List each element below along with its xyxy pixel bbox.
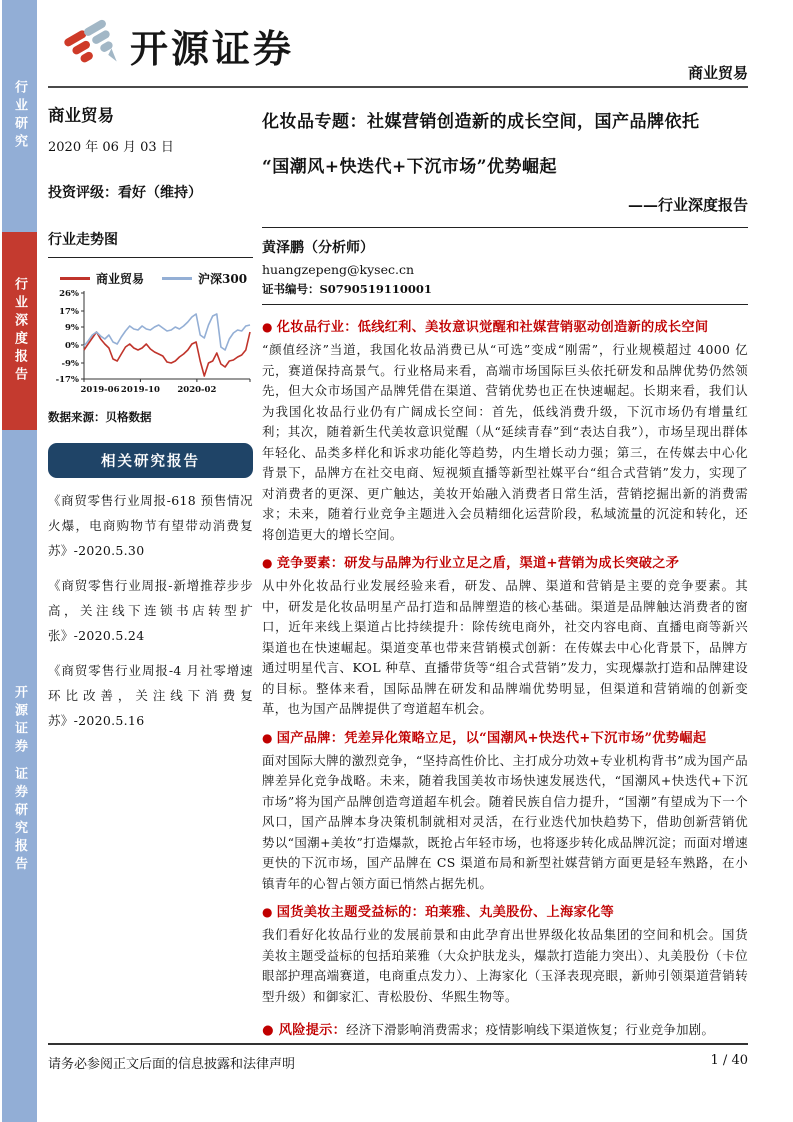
analyst-cert-number: 证书编号：S0790519110001 [262, 282, 432, 296]
svg-text:2019-10: 2019-10 [120, 385, 160, 395]
summary-section [262, 317, 748, 545]
legend-label-industry: 商业贸易 [96, 272, 145, 286]
report-title [262, 100, 748, 190]
report-title-line1: 化妆品专题：社媒营销创造新的成长空间，国产品牌依托 [262, 112, 700, 132]
svg-text:-9%: -9% [61, 359, 79, 369]
chart-title: 行业走势图 [48, 229, 253, 258]
svg-text:-17%: -17% [55, 375, 79, 385]
analyst-name: 黄泽鹏（分析师） [262, 240, 374, 256]
related-report-item: 《商贸零售行业周报-618 预售情况火爆，电商购物节有望带动消费复苏》-2020.5.30 [48, 493, 253, 558]
chart-legend [60, 270, 253, 287]
risk-section [262, 1019, 748, 1041]
bullet-icon: ● [262, 556, 273, 570]
summary-section [262, 902, 748, 1007]
related-report-item: 《商贸零售行业周报-新增推荐步步高，关注线下连锁书店转型扩张》-2020.5.24 [48, 578, 253, 643]
sidebar-band-industry-research [2, 0, 37, 232]
legend-line-blue [162, 277, 192, 280]
related-reports-header: 相关研究报告 [48, 443, 253, 478]
logo-ribbon-icon [64, 16, 120, 74]
left-sidebar [2, 0, 37, 1122]
legend-item-hs300 [162, 270, 247, 287]
section-body: 从中外化妆品行业发展经验来看，研发、品牌、渠道和营销是主要的竞争要素。其中，研发是化妆品明星产品打造和品牌塑造的核心基础。渠道是品牌触达消费者的窗口，近年来线上渠道占比持续提升：除传统电商外，社交内容电商、直播电商等新兴渠道也在快速崛起。渠道变革也带来营销模式创新：在传媒去中心化背景下，品牌方通过明星代言、KOL 种草、直播带货等“组合式营销”发力，实现爆款打造和品牌建设的目标。整体来看，国际品牌在研发和品牌端优势明显，但渠道和营销端的创新变革，也为国产品牌提供了弯道超车机会。 [262, 578, 748, 716]
sidebar-label-company: 开源证券 证券研究报告 [12, 685, 27, 875]
legend-item-industry [60, 270, 144, 287]
bullet-icon: ● [262, 1023, 274, 1038]
investment-rating: 投资评级：看好（维持） [48, 185, 202, 201]
page-header [48, 0, 748, 88]
industry-name: 商业贸易 [48, 106, 114, 125]
section-heading: ● 竞争要素：研发与品牌为行业立足之盾，渠道+营销为成长突破之矛 [262, 556, 680, 571]
bullet-icon: ● [262, 905, 273, 919]
svg-text:9%: 9% [65, 323, 79, 333]
related-reports-list [48, 488, 253, 733]
bullet-icon: ● [262, 730, 273, 745]
section-body: “颜值经济”当道，我国化妆品消费已从“可选”变成“刚需”，行业规模超过 4000 亿元，赛道保持高景气。行业格局来看，高端市场国际巨头依托研发和品牌优势仍然领先，但大众市场国产品牌凭借在渠道、营销优势也正在快速崛起。长期来看，我们认为我国化妆品行业仍有广阔成长空间：首先，低线消费升级，下沉市场仍有增量红利；其次，随着新生代美妆意识觉醒（从“延续青春”到“表达自我”），市场呈现出群体年轻化、品类多样化和诉求功能化等趋势，内生增长动力强；第三，在传媒去中心化背景下，品牌方在社交电商、短视频直播等新型社媒平台“组合式营销”发力，实现了对消费者的更深、更广触达，美妆开始融入消费者日常生活，营销挖掘出新的消费需求；未来，随着行业竞争主题进入会员精细化运营阶段，私域流量的沉淀和转化，还将创造更大的增长空间。 [262, 342, 748, 542]
svg-text:2020-02: 2020-02 [177, 385, 217, 395]
info-column [48, 102, 253, 733]
risk-body: 经济下滑影响消费需求；疫情影响线下渠道恢复；行业竞争加剧。 [346, 1022, 715, 1037]
industry-tag: 商业贸易 [687, 64, 748, 82]
sidebar-label-deep-report: 行业深度报告 [12, 277, 27, 385]
page-footer [48, 1043, 748, 1072]
analyst-email: huangzepeng@kysec.cn [262, 262, 415, 277]
svg-text:2019-06: 2019-06 [80, 385, 120, 395]
svg-text:0%: 0% [65, 341, 79, 351]
sidebar-label-industry-research: 行业研究 [12, 80, 27, 152]
section-heading: ● 国产品牌：凭差异化策略立足，以“国潮风+快迭代+下沉市场”优势崛起 [262, 730, 707, 746]
report-title-line2: “国潮风+快迭代+下沉市场”优势崛起 [262, 157, 558, 177]
section-heading: ● 化妆品行业：低线红利、美妆意识觉醒和社媒营销驱动创造新的成长空间 [262, 320, 709, 335]
summary-sections [262, 317, 748, 1007]
report-body [262, 100, 748, 1041]
legend-label-hs300: 沪深300 [198, 272, 248, 286]
summary-section [262, 728, 748, 895]
report-date: 2020 年 06 月 03 日 [48, 140, 174, 155]
company-logo [64, 16, 294, 74]
footer-disclaimer: 请务必参阅正文后面的信息披露和法律声明 [48, 1057, 296, 1072]
related-report-item: 《商贸零售行业周报-4 月社零增速环比改善，关注线下消费复苏》-2020.5.16 [48, 663, 253, 728]
sidebar-band-deep-report [2, 232, 37, 430]
risk-heading: ● 风险提示： [262, 1023, 347, 1038]
bullet-icon: ● [262, 320, 273, 334]
logo-text: 开源证券 [130, 26, 295, 71]
section-heading: ● 国货美妆主题受益标的：珀莱雅、丸美股份、上海家化等 [262, 905, 614, 920]
page-number: 1 / 40 [710, 1053, 748, 1068]
analyst-block [262, 228, 748, 305]
svg-text:26%: 26% [59, 289, 79, 299]
trend-chart [48, 287, 253, 399]
summary-section [262, 553, 748, 720]
chart-source: 数据来源：贝格数据 [48, 410, 152, 424]
report-subtitle: ——行业深度报告 [627, 196, 748, 214]
legend-line-red [60, 277, 90, 280]
section-body: 面对国际大牌的激烈竞争，“坚持高性价比、主打成分功效+专业机构背书”成为国产品牌差异化竞争战略。未来，随着我国美妆市场快速发展迭代，“国潮风+快迭代+下沉市场”将为国产品牌创造弯道超车机会。随着民族自信力提升，“国潮”有望成为下一个风口，国产品牌本身决策机制就相对灵活，在行业迭代加快趋势下，借助创新营销优势以“国潮+美妆”打造爆款，既抢占年轻市场，也将逐步转化成品牌沉淀；而面对增速更快的下沉市场，国产品牌在 CS 渠道布局和新型社媒营销方面更是轻车熟路，在小镇青年的心智占领方面已悄然占据先机。 [262, 752, 748, 891]
sidebar-band-company [2, 430, 37, 1122]
main-content [48, 0, 748, 1122]
section-body: 我们看好化妆品行业的发展前景和由此孕育出世界级化妆品集团的空间和机会。国货美妆主题受益标的包括珀莱雅（大众护肤龙头，爆款打造能力突出）、丸美股份（卡位眼部护理高端赛道，电商重点发力）、上海家化（玉泽表现亮眼，新帅引领渠道营销转型升级）和御家汇、青松股份、华熙生物等。 [262, 927, 748, 1004]
svg-text:17%: 17% [59, 307, 79, 317]
